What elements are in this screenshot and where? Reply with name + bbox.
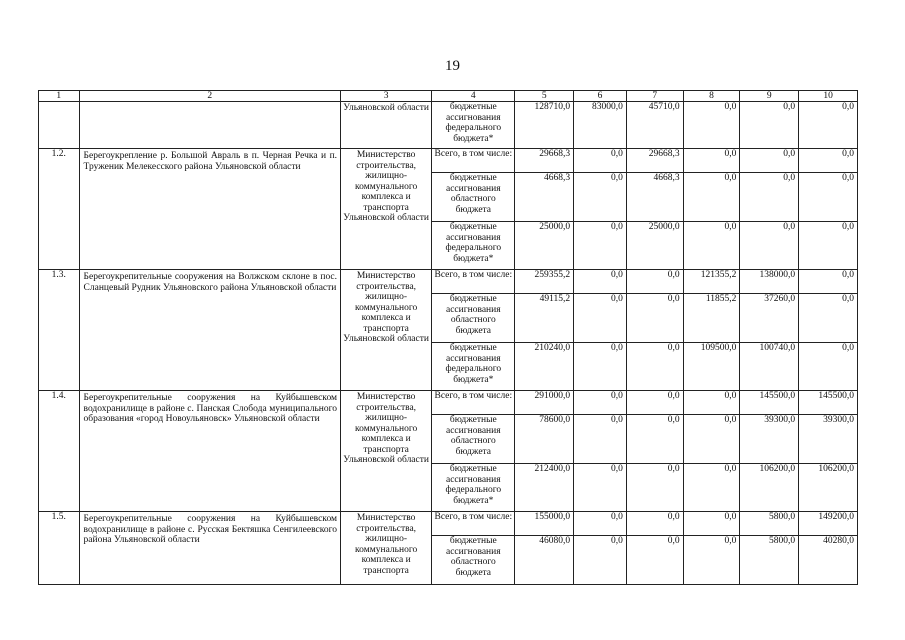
amount-cell: 106200,0 — [740, 464, 799, 512]
item-name: Берегоукрепительные сооружения на Куйбышевском водохранилище в районе с. Панская Слобода муниципального образования «город Новоульяновск» Ульяновской области — [79, 391, 341, 512]
item-executor: Министерство строительства, жилищно-коммунального комплекса и транспорта — [341, 512, 432, 585]
amount-cell: 0,0 — [626, 464, 683, 512]
amount-cell: 5800,0 — [740, 536, 799, 585]
amount-cell: 0,0 — [626, 270, 683, 294]
funding-source: Всего, в том числе: — [432, 149, 515, 173]
amount-cell: 0,0 — [740, 149, 799, 173]
amount-cell: 0,0 — [574, 415, 627, 464]
amount-cell: 259355,2 — [515, 270, 574, 294]
amount-cell: 25000,0 — [626, 222, 683, 270]
funding-source: Всего, в том числе: — [432, 391, 515, 415]
amount-cell: 155000,0 — [515, 512, 574, 536]
table-body — [39, 102, 858, 585]
item-number — [39, 102, 80, 149]
amount-cell: 109500,0 — [683, 343, 740, 391]
funding-source: бюджетные ассигнования федерального бюджета* — [432, 464, 515, 512]
amount-cell: 106200,0 — [799, 464, 858, 512]
table-row — [39, 391, 858, 415]
amount-cell: 128710,0 — [515, 102, 574, 149]
column-header: 7 — [626, 91, 683, 102]
amount-cell: 0,0 — [626, 536, 683, 585]
amount-cell: 0,0 — [683, 173, 740, 222]
item-name: Берегоукрепительные сооружения на Куйбышевском водохранилище в районе с. Русская Бектяшка Сенгилеевского района Ульяновской области — [79, 512, 341, 585]
amount-cell: 0,0 — [740, 102, 799, 149]
amount-cell: 121355,2 — [683, 270, 740, 294]
funding-source: бюджетные ассигнования областного бюджета — [432, 415, 515, 464]
amount-cell: 39300,0 — [740, 415, 799, 464]
column-header: 9 — [740, 91, 799, 102]
amount-cell: 78600,0 — [515, 415, 574, 464]
amount-cell: 0,0 — [799, 149, 858, 173]
amount-cell: 0,0 — [740, 173, 799, 222]
amount-cell: 0,0 — [799, 343, 858, 391]
amount-cell: 46080,0 — [515, 536, 574, 585]
column-header: 2 — [79, 91, 341, 102]
item-number: 1.3. — [39, 270, 80, 391]
funding-source: бюджетные ассигнования федерального бюджета* — [432, 343, 515, 391]
column-header: 10 — [799, 91, 858, 102]
amount-cell: 37260,0 — [740, 294, 799, 343]
amount-cell: 0,0 — [574, 149, 627, 173]
amount-cell: 11855,2 — [683, 294, 740, 343]
amount-cell: 100740,0 — [740, 343, 799, 391]
table-row — [39, 149, 858, 173]
page-number: 19 — [445, 58, 460, 74]
amount-cell: 0,0 — [683, 464, 740, 512]
amount-cell: 4668,3 — [515, 173, 574, 222]
amount-cell: 210240,0 — [515, 343, 574, 391]
column-header: 5 — [515, 91, 574, 102]
amount-cell: 212400,0 — [515, 464, 574, 512]
amount-cell: 29668,3 — [515, 149, 574, 173]
column-header: 6 — [574, 91, 627, 102]
amount-cell: 0,0 — [683, 102, 740, 149]
amount-cell: 0,0 — [799, 102, 858, 149]
amount-cell: 25000,0 — [515, 222, 574, 270]
amount-cell: 40280,0 — [799, 536, 858, 585]
amount-cell: 0,0 — [683, 536, 740, 585]
amount-cell: 0,0 — [574, 343, 627, 391]
table-row — [39, 270, 858, 294]
amount-cell: 0,0 — [683, 391, 740, 415]
amount-cell: 0,0 — [574, 294, 627, 343]
funding-source: бюджетные ассигнования федерального бюджета* — [432, 102, 515, 149]
column-header: 1 — [39, 91, 80, 102]
column-number-row — [39, 91, 858, 102]
item-name: Берегоукрепление р. Большой Авраль в п. Черная Речка и п. Труженик Мелекесского района Ульяновской области — [79, 149, 341, 270]
item-executor: Министерство строительства, жилищно-коммунального комплекса и транспорта Ульяновской области — [341, 149, 432, 270]
item-number: 1.5. — [39, 512, 80, 585]
table-row — [39, 102, 858, 149]
item-executor: Министерство строительства, жилищно-коммунального комплекса и транспорта Ульяновской области — [341, 391, 432, 512]
amount-cell: 0,0 — [574, 464, 627, 512]
amount-cell: 0,0 — [626, 512, 683, 536]
item-name: Берегоукрепительные сооружения на Волжском склоне в пос. Сланцевый Рудник Ульяновского района Ульяновской области — [79, 270, 341, 391]
amount-cell: 29668,3 — [626, 149, 683, 173]
amount-cell: 0,0 — [574, 536, 627, 585]
column-header: 8 — [683, 91, 740, 102]
amount-cell: 0,0 — [799, 173, 858, 222]
item-name — [79, 102, 341, 149]
amount-cell: 0,0 — [574, 222, 627, 270]
amount-cell: 0,0 — [683, 222, 740, 270]
amount-cell: 4668,3 — [626, 173, 683, 222]
funding-source: бюджетные ассигнования областного бюджета — [432, 294, 515, 343]
amount-cell: 0,0 — [683, 415, 740, 464]
table-row — [39, 512, 858, 536]
amount-cell: 145500,0 — [799, 391, 858, 415]
amount-cell: 49115,2 — [515, 294, 574, 343]
amount-cell: 0,0 — [626, 391, 683, 415]
funding-source: бюджетные ассигнования областного бюджета — [432, 536, 515, 585]
amount-cell: 0,0 — [799, 294, 858, 343]
amount-cell: 0,0 — [626, 343, 683, 391]
amount-cell: 0,0 — [626, 294, 683, 343]
amount-cell: 0,0 — [574, 270, 627, 294]
amount-cell: 0,0 — [799, 270, 858, 294]
funding-source: бюджетные ассигнования федерального бюджета* — [432, 222, 515, 270]
amount-cell: 0,0 — [683, 512, 740, 536]
item-executor: Ульяновской области — [341, 102, 432, 149]
item-number: 1.4. — [39, 391, 80, 512]
funding-source: бюджетные ассигнования областного бюджета — [432, 173, 515, 222]
funding-source: Всего, в том числе: — [432, 270, 515, 294]
amount-cell: 0,0 — [574, 391, 627, 415]
amount-cell: 0,0 — [574, 173, 627, 222]
amount-cell: 0,0 — [799, 222, 858, 270]
amount-cell: 0,0 — [574, 512, 627, 536]
item-number: 1.2. — [39, 149, 80, 270]
amount-cell: 0,0 — [626, 415, 683, 464]
amount-cell: 138000,0 — [740, 270, 799, 294]
amount-cell: 83000,0 — [574, 102, 627, 149]
amount-cell: 291000,0 — [515, 391, 574, 415]
column-header: 3 — [341, 91, 432, 102]
amount-cell: 149200,0 — [799, 512, 858, 536]
item-executor: Министерство строительства, жилищно-коммунального комплекса и транспорта Ульяновской области — [341, 270, 432, 391]
amount-cell: 45710,0 — [626, 102, 683, 149]
amount-cell: 145500,0 — [740, 391, 799, 415]
funding-source: Всего, в том числе: — [432, 512, 515, 536]
amount-cell: 0,0 — [740, 222, 799, 270]
amount-cell: 0,0 — [683, 149, 740, 173]
amount-cell: 39300,0 — [799, 415, 858, 464]
amount-cell: 5800,0 — [740, 512, 799, 536]
column-header: 4 — [432, 91, 515, 102]
budget-table — [38, 90, 858, 585]
